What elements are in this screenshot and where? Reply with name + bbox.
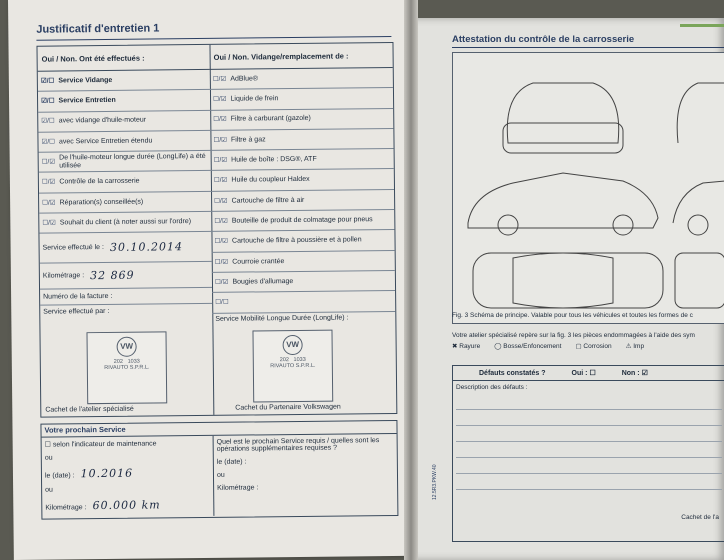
checkbox-pair[interactable]: ☐/☑	[213, 136, 227, 144]
next-or-1: ou	[44, 454, 53, 462]
row-label: Cartouche de filtre à poussière et à pollen	[231, 236, 362, 245]
checkbox-pair[interactable]: ☐/☑	[214, 258, 229, 266]
performed-row	[39, 171, 211, 193]
checkbox-pair[interactable]: ☐/☑	[214, 217, 228, 225]
checkbox-pair[interactable]: ☐/☑	[213, 116, 227, 124]
row-label: Réparation(s) conseillée(s)	[59, 198, 144, 207]
car-diagram	[452, 52, 724, 324]
oui-checkbox[interactable]: ☐	[589, 370, 596, 377]
left-page	[8, 0, 416, 560]
title-rule	[36, 36, 391, 41]
vw-logo-icon: VW	[117, 337, 137, 357]
legend-item: ⚠ Imp	[625, 343, 645, 350]
next-indicator: ☐ selon l'indicateur de maintenance	[44, 440, 157, 449]
replacement-column	[209, 43, 396, 415]
defects-label: Défauts constatés ?	[479, 369, 546, 377]
service-date-row	[39, 232, 211, 264]
next-r-date: le (date) :	[216, 458, 247, 466]
checkbox-pair[interactable]: ☑/☐	[41, 138, 55, 146]
performed-column	[37, 45, 214, 417]
checkbox-pair[interactable]: ☐/☑	[214, 197, 228, 205]
replacement-row	[210, 109, 393, 131]
checkbox-pair[interactable]: ☐/☑	[213, 95, 227, 104]
performed-row	[38, 131, 210, 153]
checkbox-pair[interactable]: ☐/☑	[214, 278, 229, 286]
performed-header: Oui / Non. Ont été effectués :	[37, 45, 209, 72]
row-label: avec vidange d'huile-moteur	[58, 117, 147, 125]
row-label: Service Vidange	[58, 76, 113, 85]
service-date-label: Service effectué le :	[42, 244, 104, 252]
row-label: Huile de boîte : DSG®, ATF	[231, 155, 317, 164]
bodywork-rule	[452, 47, 724, 48]
description-label: Description des défauts :	[456, 384, 528, 391]
row-label: Courroie crantée	[232, 257, 285, 266]
km-label: Kilométrage :	[42, 272, 85, 280]
checkbox-pair[interactable]: ☐/☐	[215, 298, 229, 307]
car-outline-svg	[453, 53, 724, 311]
replacement-row	[210, 88, 393, 110]
cachet-partner: Cachet du Partenaire Volkswagen	[235, 403, 341, 412]
checkbox-pair[interactable]: ☑/☐	[41, 118, 55, 126]
dealer-stamp-left: VW 202 1033 RIVAUTO S.P.R.L.	[86, 331, 167, 404]
checkbox-pair[interactable]: ☐/☑	[41, 178, 56, 187]
symbol-legend	[452, 332, 724, 350]
performed-row	[38, 90, 210, 112]
row-label: Bouteille de produit de colmatage pour pneus	[231, 216, 373, 225]
defects-box	[452, 365, 724, 542]
next-r-km: Kilométrage :	[217, 484, 259, 492]
performed-rows	[38, 70, 212, 234]
non-checkbox[interactable]: ☑	[641, 370, 648, 377]
replacement-rows	[210, 68, 396, 313]
cachet-atelier: Cachet de l'atelier spécialisé	[45, 405, 134, 414]
replacement-row	[210, 68, 393, 90]
row-label: Filtre à carburant (gazole)	[230, 115, 311, 124]
row-label: Service Entretien	[58, 97, 116, 105]
legend-intro: Votre atelier spécialisé repère sur la fig. 3 les pièces endommagées à l'aide des sym	[452, 332, 695, 339]
longlife-label: Service Mobilité Longue Durée (LongLife) :	[215, 314, 349, 323]
invoice-label: Numéro de la facture :	[43, 293, 113, 301]
cachet-right: Cachet de l'a	[681, 514, 719, 521]
replacement-row	[212, 251, 395, 273]
replacement-row	[211, 169, 394, 191]
km-value: 32 869	[90, 268, 135, 283]
checkbox-pair[interactable]: ☑/☐	[40, 77, 55, 85]
next-date-value: 10.2016	[80, 466, 134, 481]
next-r-or: ou	[216, 471, 225, 479]
maintenance-grid	[36, 42, 397, 418]
checkbox-pair[interactable]: ☐/☑	[213, 156, 228, 164]
row-label: Huile du coupleur Haldex	[231, 176, 310, 185]
row-label: avec Service Entretien étendu	[58, 137, 153, 146]
stamp-name: RIVAUTO S.P.R.L.	[270, 362, 316, 370]
service-by-row	[40, 304, 212, 318]
dealer-stamp-right: VW 202 1033 RIVAUTO S.P.R.L.	[252, 330, 333, 403]
performed-row	[39, 151, 211, 173]
replacement-row	[210, 129, 393, 151]
row-label: Contrôle de la carrosserie	[59, 178, 140, 186]
longlife-row	[212, 312, 395, 326]
service-by-label: Service effectué par :	[43, 307, 110, 316]
checkbox-pair[interactable]: ☐/☑	[212, 75, 227, 83]
margin-code: 12.5R3.PKW.40	[432, 464, 438, 500]
next-service-box	[40, 420, 398, 520]
page-title: Justificatif d'entretien 1	[36, 22, 160, 36]
performed-row	[39, 212, 211, 234]
performed-row	[38, 110, 210, 132]
replacement-row	[211, 210, 394, 232]
performed-row	[38, 70, 210, 92]
vw-logo-icon: VW	[283, 335, 303, 355]
row-label: Bougies d'allumage	[232, 277, 294, 286]
legend-item: ✖ Rayure	[452, 343, 481, 350]
right-content	[410, 0, 724, 560]
row-label: Souhait du client (à noter aussi sur l'ordre)	[59, 218, 192, 227]
checkbox-pair[interactable]: ☑/☐	[41, 97, 55, 105]
checkbox-pair[interactable]: ☐/☑	[41, 158, 56, 166]
row-label: AdBlue®	[230, 75, 259, 83]
bodywork-title: Attestation du contrôle de la carrosserie	[452, 34, 635, 45]
performed-row	[39, 192, 211, 214]
legend-items	[452, 342, 724, 350]
next-question: Quel est le prochain Service requis / quelles sont les opérations supplémentaires requises ?	[216, 437, 380, 453]
invoice-row	[40, 288, 212, 306]
replacement-row	[212, 291, 395, 313]
replacement-row	[211, 149, 394, 171]
description-lines	[453, 394, 724, 490]
replacement-row	[212, 271, 395, 293]
km-row	[40, 262, 212, 290]
next-service-left: ☐ selon l'indicateur de maintenance ou le (date) : 10.2016 ou Kilométrage : 60.000 km	[42, 436, 215, 518]
next-or-2: ou	[45, 486, 53, 494]
replacement-header: Oui / Non. Vidange/remplacement de :	[209, 43, 392, 70]
checkbox-pair[interactable]: ☐/☑	[42, 199, 56, 207]
replacement-row	[211, 190, 394, 212]
service-date-value: 30.10.2014	[109, 240, 184, 255]
checkbox-pair[interactable]: ☐/☑	[42, 219, 56, 227]
checkbox-pair[interactable]: ☐/☑	[214, 237, 229, 246]
checkbox-pair[interactable]: ☐/☑	[213, 177, 228, 185]
next-service-right	[214, 434, 398, 516]
replacement-row	[211, 230, 394, 252]
next-service-header: Votre prochain Service	[41, 421, 396, 438]
stamp-name: RIVAUTO S.P.R.L.	[104, 364, 150, 372]
row-label: De l'huile-moteur longue durée (LongLife) a été utilisée	[59, 153, 206, 170]
row-label: Cartouche de filtre à air	[231, 196, 305, 205]
legend-item: ▢ Corrosion	[575, 343, 612, 350]
defects-header: Défauts constatés ? Oui : ☐ Non : ☑	[453, 366, 724, 381]
next-km-value: 60.000 km	[92, 498, 161, 513]
row-label: Filtre à gaz	[230, 136, 266, 144]
legend-item: ◯ Bosse/Enfoncement	[494, 343, 562, 350]
row-label: Liquide de frein	[230, 95, 279, 103]
figure-caption: Fig. 3 Schéma de principe. Valable pour tous les véhicules et toutes les formes de c	[452, 312, 693, 319]
